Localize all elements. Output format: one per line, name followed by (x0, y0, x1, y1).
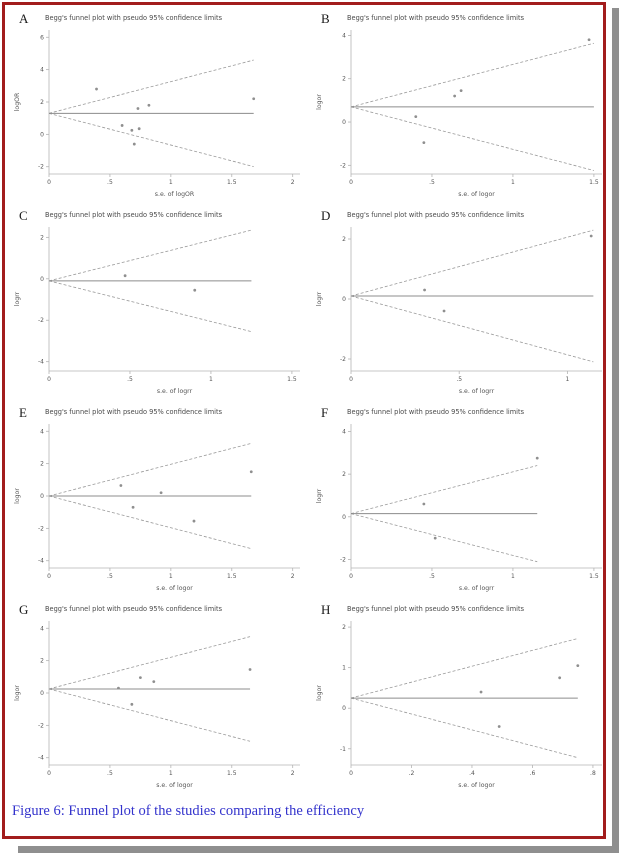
frame-shadow-right (612, 8, 619, 853)
x-axis-label: s.e. of logor (458, 191, 495, 198)
panel-letter-g: G (19, 602, 29, 617)
lower-ci-line (351, 107, 594, 171)
x-tick-label: 1 (168, 770, 173, 777)
study-point (117, 687, 120, 690)
y-tick-label: 4 (40, 625, 44, 633)
x-tick-label: .5 (456, 376, 463, 383)
x-tick-label: 1 (209, 376, 213, 383)
lower-ci-line (351, 514, 537, 562)
x-axis-label: s.e. of logor (156, 585, 193, 592)
study-point (414, 115, 417, 118)
funnel-plot-canvas-b (313, 11, 609, 201)
lower-ci-line (49, 113, 254, 166)
panel-letter-b: B (321, 11, 330, 26)
upper-ci-line (351, 466, 537, 514)
y-tick-label: 1 (342, 664, 346, 672)
y-axis-label: logrr (316, 291, 323, 307)
plot-title: Begg's funnel plot with pseudo 95% confidence limits (45, 408, 223, 416)
lower-ci-line (49, 496, 251, 549)
y-axis-label: logor (316, 685, 323, 701)
x-tick-label: 1.5 (287, 376, 297, 383)
study-point (130, 129, 133, 132)
upper-ci-line (49, 230, 251, 281)
plot-title: Begg's funnel plot with pseudo 95% confidence limits (347, 408, 525, 416)
plot-title: Begg's funnel plot with pseudo 95% confidence limits (347, 14, 525, 22)
y-tick-label: 4 (342, 428, 346, 436)
y-tick-label: 4 (40, 66, 44, 74)
x-tick-label: 1.5 (589, 573, 599, 580)
panel-letter-a: A (19, 11, 29, 26)
y-tick-label: 2 (40, 460, 44, 468)
study-point (130, 703, 133, 706)
y-tick-label: 0 (342, 296, 346, 303)
y-tick-label: 0 (342, 513, 346, 521)
lower-ci-line (49, 689, 250, 741)
x-axis-label: s.e. of logrr (156, 388, 193, 395)
x-tick-label: .5 (429, 179, 435, 186)
y-tick-label: 2 (342, 75, 346, 83)
x-axis-label: s.e. of logrr (458, 585, 495, 592)
x-tick-label: .5 (127, 376, 133, 383)
y-axis-label: logor (14, 685, 21, 701)
y-tick-label: 4 (40, 428, 44, 436)
funnel-plot-panel-c (5, 204, 307, 401)
y-tick-label: -4 (38, 557, 44, 565)
panel-letter-c: C (19, 208, 28, 223)
y-tick-label: 2 (342, 471, 346, 479)
study-point (536, 457, 539, 460)
x-tick-label: 2 (290, 179, 295, 186)
y-tick-label: 0 (40, 493, 44, 500)
x-tick-label: .5 (107, 573, 113, 580)
study-point (588, 38, 591, 41)
study-point (193, 289, 196, 292)
y-tick-label: -2 (340, 162, 346, 170)
x-tick-label: 0 (349, 376, 353, 383)
x-tick-label: 0 (349, 770, 353, 777)
y-tick-label: -2 (38, 317, 44, 325)
lower-ci-line (351, 296, 593, 362)
x-tick-label: 1 (168, 573, 173, 580)
study-point (453, 95, 456, 98)
study-point (132, 506, 135, 509)
x-tick-label: .4 (469, 770, 475, 777)
funnel-plot-panel-g (5, 598, 307, 795)
y-tick-label: -1 (340, 745, 346, 753)
frame-shadow-bottom (18, 846, 619, 853)
funnel-plot-canvas-c (11, 208, 307, 398)
x-tick-label: 1 (565, 376, 570, 383)
funnel-plot-panel-e (5, 401, 307, 598)
figure-caption: Figure 6: Funnel plot of the studies comparing the efficiency (12, 803, 365, 819)
x-axis-label: s.e. of logrr (458, 388, 495, 395)
plot-title: Begg's funnel plot with pseudo 95% confidence limits (45, 14, 223, 22)
y-tick-label: 2 (40, 657, 44, 665)
plot-title: Begg's funnel plot with pseudo 95% confidence limits (45, 211, 223, 219)
study-point (460, 89, 463, 92)
funnel-plot-panel-b (307, 7, 609, 204)
study-point (148, 104, 151, 107)
x-axis-label: s.e. of logOR (154, 191, 195, 198)
study-point (124, 274, 127, 277)
study-point (95, 88, 98, 91)
y-axis-label: logrr (14, 291, 21, 307)
y-tick-label: 0 (342, 705, 346, 713)
x-tick-label: 0 (349, 573, 353, 580)
y-tick-label: 0 (40, 690, 44, 697)
x-tick-label: .8 (590, 770, 596, 777)
study-point (249, 668, 252, 671)
y-tick-label: -2 (38, 722, 44, 730)
study-point (422, 503, 425, 506)
x-tick-label: 1.5 (226, 573, 237, 580)
study-point (422, 141, 425, 144)
study-point (139, 676, 142, 679)
study-point (250, 470, 253, 473)
study-point (480, 691, 483, 694)
y-tick-label: -2 (340, 356, 346, 363)
y-tick-label: -4 (38, 754, 44, 762)
x-tick-label: 0 (349, 179, 353, 186)
study-point (133, 143, 136, 146)
x-tick-label: 0 (47, 179, 51, 186)
panel-letter-f: F (321, 405, 329, 420)
y-tick-label: -2 (38, 525, 44, 533)
y-axis-label: logor (14, 488, 21, 504)
y-tick-label: -2 (340, 556, 346, 564)
upper-ci-line (49, 443, 251, 496)
x-tick-label: 2 (290, 573, 295, 580)
upper-ci-line (351, 638, 578, 698)
study-point (434, 537, 437, 540)
x-tick-label: 1.5 (226, 770, 237, 777)
x-tick-label: 1 (511, 573, 515, 580)
y-tick-label: 0 (342, 119, 346, 127)
study-point (121, 124, 124, 127)
upper-ci-line (49, 637, 250, 689)
upper-ci-line (351, 230, 593, 296)
plot-title: Begg's funnel plot with pseudo 95% confidence limits (347, 605, 525, 613)
x-axis-label: s.e. of logor (458, 782, 495, 789)
funnel-plot-canvas-g (11, 602, 307, 792)
x-tick-label: 1 (511, 179, 515, 186)
x-tick-label: 0 (47, 770, 51, 777)
x-tick-label: 1.5 (226, 179, 237, 186)
funnel-plot-canvas-f (313, 405, 609, 595)
funnel-plot-canvas-h (313, 602, 609, 792)
study-point (160, 491, 163, 494)
x-tick-label: 0 (47, 376, 51, 383)
y-axis-label: logrr (316, 488, 323, 504)
y-axis-label: logor (316, 94, 323, 110)
study-point (576, 664, 579, 667)
y-tick-label: 2 (40, 99, 44, 106)
study-point (193, 520, 196, 523)
panel-letter-e: E (19, 405, 27, 420)
y-tick-label: -2 (38, 163, 44, 171)
study-point (443, 310, 446, 313)
y-tick-label: 6 (40, 34, 44, 42)
y-tick-label: 0 (40, 275, 44, 283)
y-axis-label: logOR (14, 92, 21, 112)
y-tick-label: 0 (40, 131, 44, 139)
study-point (137, 107, 140, 110)
study-point (590, 235, 593, 238)
x-tick-label: 1 (168, 179, 173, 186)
funnel-plot-canvas-e (11, 405, 307, 595)
funnel-plot-canvas-d (313, 208, 609, 398)
funnel-plot-panel-d (307, 204, 609, 401)
study-point (152, 680, 155, 683)
x-tick-label: 1.5 (589, 179, 599, 186)
y-tick-label: 4 (342, 32, 346, 40)
study-point (498, 725, 501, 728)
x-tick-label: .5 (107, 770, 113, 777)
x-tick-label: .5 (107, 179, 113, 186)
y-tick-label: 2 (342, 624, 346, 632)
panel-letter-h: H (321, 602, 331, 617)
upper-ci-line (351, 43, 594, 107)
x-axis-label: s.e. of logor (156, 782, 193, 789)
y-tick-label: 2 (342, 236, 346, 243)
funnel-plot-canvas-a (11, 11, 307, 201)
lower-ci-line (351, 698, 578, 758)
funnel-plot-panel-h (307, 598, 609, 795)
study-point (119, 484, 122, 487)
y-tick-label: -4 (38, 358, 44, 366)
x-tick-label: .6 (529, 770, 536, 777)
study-point (423, 289, 426, 292)
panel-letter-d: D (321, 208, 331, 223)
upper-ci-line (49, 60, 254, 113)
y-tick-label: 2 (40, 234, 44, 242)
x-tick-label: .2 (408, 770, 415, 777)
study-point (558, 676, 561, 679)
funnel-plot-panel-f (307, 401, 609, 598)
plot-title: Begg's funnel plot with pseudo 95% confidence limits (45, 605, 223, 613)
funnel-plot-panel-a (5, 7, 307, 204)
study-point (252, 97, 255, 100)
x-tick-label: .5 (429, 573, 435, 580)
lower-ci-line (49, 281, 251, 332)
x-tick-label: 0 (47, 573, 51, 580)
figure-frame (2, 2, 606, 839)
plot-title: Begg's funnel plot with pseudo 95% confidence limits (347, 211, 525, 219)
study-point (138, 127, 141, 130)
funnel-plot-grid (5, 5, 603, 795)
x-tick-label: 2 (290, 770, 295, 777)
